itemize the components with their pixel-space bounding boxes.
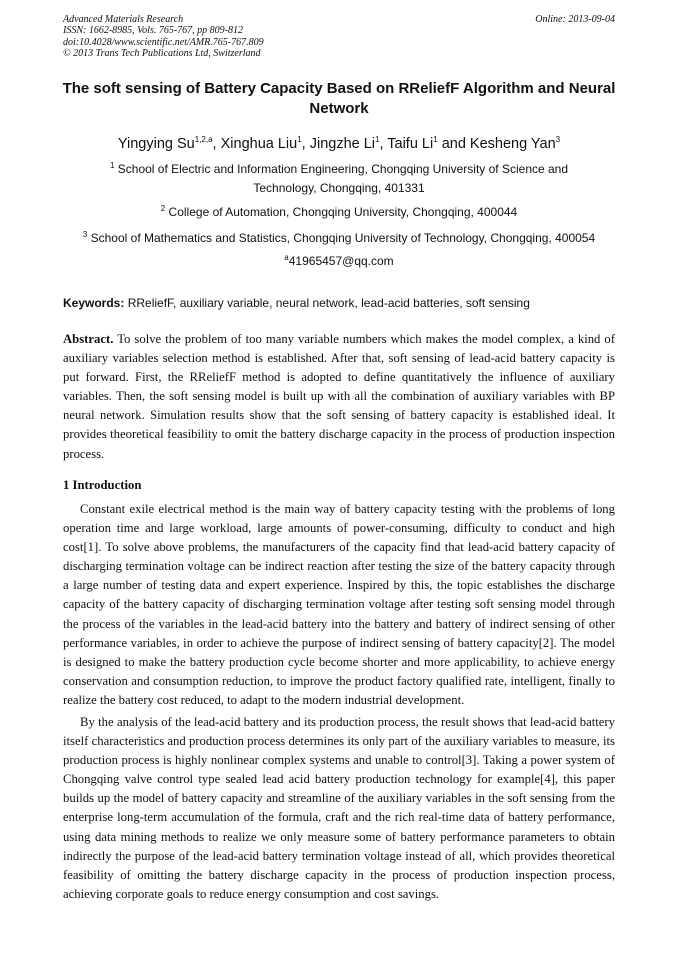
author-separator: and — [437, 136, 470, 152]
affiliation-3 — [40, 229, 638, 248]
paragraph: By the analysis of the lead-acid battery and its production process, the result shows that lead-acid battery itself characteristics and production process determines its only part of the auxiliary variables to measure, its production process is highly nonlinear complex systems and unable to control[3]. Taking a power system of Chongqing valve control type sealed lead acid battery production technology for example[4], this paper builds up the model of battery capacity and streamline of the auxiliary variables in the soft sensing from the enterprise long-term accumulation of the formula, craft and the rich real-time data of battery performance, using data mining methods to realize we only measure some of battery performance parameters to obtain indirectly the purpose of the lead-acid battery termination voltage instead of all, which provides theoretical feasibility of omitting the battery discharge capacity in the process of production inspection process, achieving corporate goals to reduce energy consumption and cost savings. — [63, 715, 615, 901]
author-affiliation-mark: 1,2,a — [194, 135, 213, 145]
author-separator: , — [301, 136, 310, 152]
keywords-text: RReliefF, auxiliary variable, neural network, lead-acid batteries, soft sensing — [127, 296, 530, 310]
keywords — [63, 295, 618, 311]
author-affiliation-mark: 3 — [555, 135, 561, 145]
contact-email — [40, 252, 638, 271]
online-date: Online: 2013-09-04 — [535, 14, 615, 25]
abstract — [63, 330, 615, 464]
affiliation-mark: 1 — [109, 161, 115, 170]
affiliation-mark: 3 — [82, 230, 88, 239]
author-name: Taifu Li — [387, 136, 434, 152]
author-list — [40, 134, 638, 154]
section-heading: 1 Introduction — [63, 478, 142, 492]
author-affiliation-mark: 1 — [433, 135, 438, 145]
abstract-text: To solve the problem of too many variable numbers which makes the model complex, a kind of auxiliary variables selection method is established. After that, soft sensing of lead-acid battery capacity is put forward. First, the RReliefF method is adopted to define quantitatively the influence of auxiliary variables. Then, the soft sensing model is built up with all the combination of auxiliary variables with BP neural network. Simulation results show that the soft sensing of battery capacity is established ideal. It provides theoretical feasibility to omit the battery discharge capacity in the process of production inspection process. — [63, 332, 615, 461]
issn-line: ISSN: 1662-8985, Vols. 765-767, pp 809-812 — [63, 25, 243, 37]
copyright-line: © 2013 Trans Tech Publications Ltd, Switzerland — [63, 48, 261, 60]
paper-title: The soft sensing of Battery Capacity Based on RReliefF Algorithm and Neural Network — [62, 80, 616, 117]
affiliation-mark: 2 — [160, 204, 166, 213]
affiliation-text: School of Electric and Information Engineering, Chongqing University of Science and Technology, Chongqing, 401331 — [117, 162, 569, 195]
journal-header — [63, 14, 615, 60]
abstract-label: Abstract. — [63, 332, 114, 346]
author-name: Jingzhe Li — [309, 136, 376, 152]
author-separator: , — [379, 136, 388, 152]
affiliation-2 — [40, 203, 638, 222]
author-name: Xinghua Liu — [220, 136, 298, 152]
affiliation-text: College of Automation, Chongqing University, Chongqing, 400044 — [168, 205, 518, 219]
doi-line: doi:10.4028/www.scientific.net/AMR.765-767.809 — [63, 36, 264, 48]
journal-name: Advanced Materials Research — [63, 14, 184, 25]
email-address: 41965457@qq.com — [288, 254, 394, 268]
affiliation-text: School of Mathematics and Statistics, Chongqing University of Technology, Chongqing, 400054 — [90, 231, 596, 245]
affiliation-1 — [40, 160, 638, 198]
author-separator: , — [212, 136, 221, 152]
author-affiliation-mark: 1 — [297, 135, 302, 145]
paragraph: Constant exile electrical method is the main way of battery capacity testing with the problems of long operation time and large workload, large amounts of power-consuming, difficulty to conduct and high cost[1]. To solve above problems, the manufacturers of the capacity find that lead-acid battery capacity of discharging termination voltage can be indirect reaction after testing the size of the battery capacity through a large number of testing data and expert experience. Inspired by this, the topic establishes the discharge capacity of the battery capacity of discharging termination voltage after testing soft sensing model through the process of the variables in the lead-acid battery into the battery and battery of indirect sensing of other performance variables, in order to achieve the purpose of indirect sensing of battery capacity[2]. The model is designed to make the battery production cycle become shorter and more applicability, to achieve energy conservation and consumption reduction, to improve the product factory qualified rate, intelligent, finally to realize the battery cost reduced, to adapt to the modern industrial development. — [63, 502, 615, 707]
author-name: Yingying Su — [117, 136, 195, 152]
keywords-label: Keywords: — [63, 296, 125, 310]
author-name: Kesheng Yan — [469, 136, 556, 152]
author-affiliation-mark: 1 — [375, 135, 380, 145]
email-mark: a — [284, 253, 289, 262]
